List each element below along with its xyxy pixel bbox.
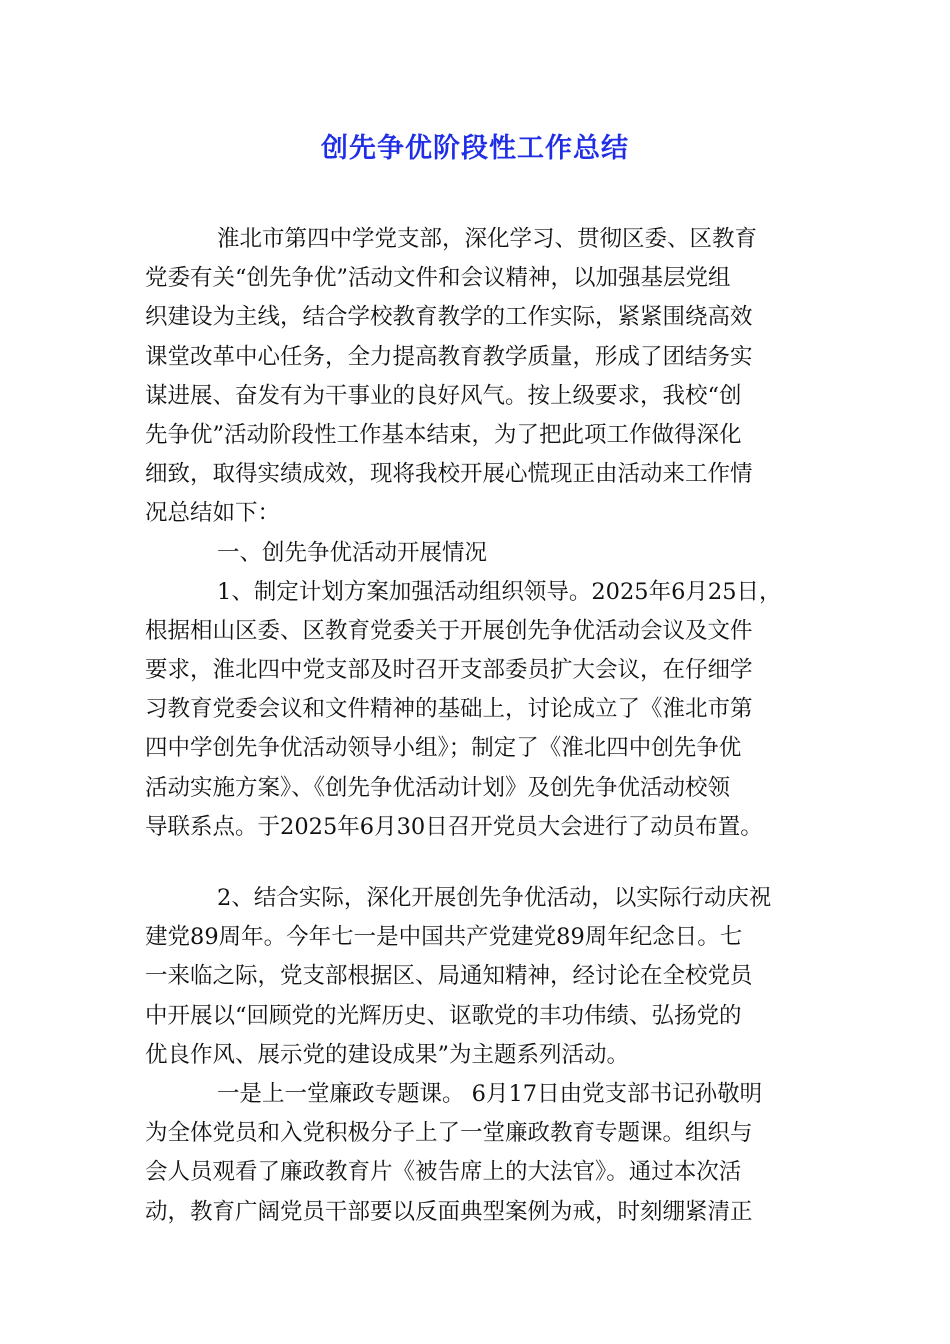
body-line: 细致，取得实绩成效，现将我校开展心慌现正由活动来工作情 (145, 461, 753, 488)
body-line: 中开展以“回顾党的光辉历史、讴歌党的丰功伟绩、弘扬党的 (145, 1002, 742, 1029)
body-line: 课堂改革中心任务，全力提高教育教学质量，形成了团结务实 (145, 343, 753, 370)
body-line: 四中学创先争优活动领导小组》；制定了《淮北四中创先争优 (145, 735, 742, 762)
paragraph-gap (145, 847, 805, 879)
body-line: 一来临之际，党支部根据区、局通知精神，经讨论在全校党员 (145, 963, 753, 990)
body-line: 习教育党委会议和文件精神的基础上，讨论成立了《淮北市第 (145, 696, 753, 723)
body-line: 党委有关“创先争优”活动文件和会议精神，以加强基层党组 (145, 265, 731, 292)
document-body (145, 220, 805, 1232)
body-line: 谋进展、奋发有为干事业的良好风气。按上级要求，我校“创 (145, 382, 742, 409)
body-line: 一是上一堂廉政专题课。 6月17日由党支部书记孙敬明 (217, 1080, 763, 1107)
body-line: 会人员观看了廉政教育片《被告席上的大法官》。通过本次活 (145, 1159, 742, 1186)
body-line: 淮北市第四中学党支部，深化学习、贯彻区委、区教育 (217, 226, 758, 252)
section-heading: 一、创先争优活动开展情况 (217, 539, 488, 566)
body-line: 为全体党员和入党积极分子上了一堂廉政教育专题课。组织与 (145, 1120, 753, 1147)
body-line: 1、制定计划方案加强活动组织领导。2025年6月25日， (217, 578, 782, 605)
body-line: 动，教育广阔党员干部要以反面典型案例为戒，时刻绷紧清正 (145, 1198, 753, 1225)
body-line: 导联系点。于2025年6月30日召开党员大会进行了动员布置。 (145, 813, 763, 840)
body-line: 况总结如下： (145, 500, 281, 527)
body-line: 根据相山区委、区教育党委关于开展创先争优活动会议及文件 (145, 617, 753, 644)
body-line: 织建设为主线，结合学校教育教学的工作实际，紧紧围绕高效 (145, 304, 753, 331)
body-line: 先争优”活动阶段性工作基本结束，为了把此项工作做得深化 (145, 421, 742, 448)
body-line: 要求，淮北四中党支部及时召开支部委员扩大会议，在仔细学 (145, 657, 753, 684)
body-line: 建党89周年。今年七一是中国共产党建党89周年纪念日。七 (145, 924, 743, 951)
document-title: 创先争优阶段性工作总结 (321, 133, 629, 164)
body-line: 优良作风、展示党的建设成果”为主题系列活动。 (145, 1041, 630, 1068)
body-line: 2、结合实际，深化开展创先争优活动，以实际行动庆祝 (217, 885, 772, 911)
body-line: 活动实施方案》、《创先争优活动计划》及创先争优活动校领 (145, 774, 731, 801)
